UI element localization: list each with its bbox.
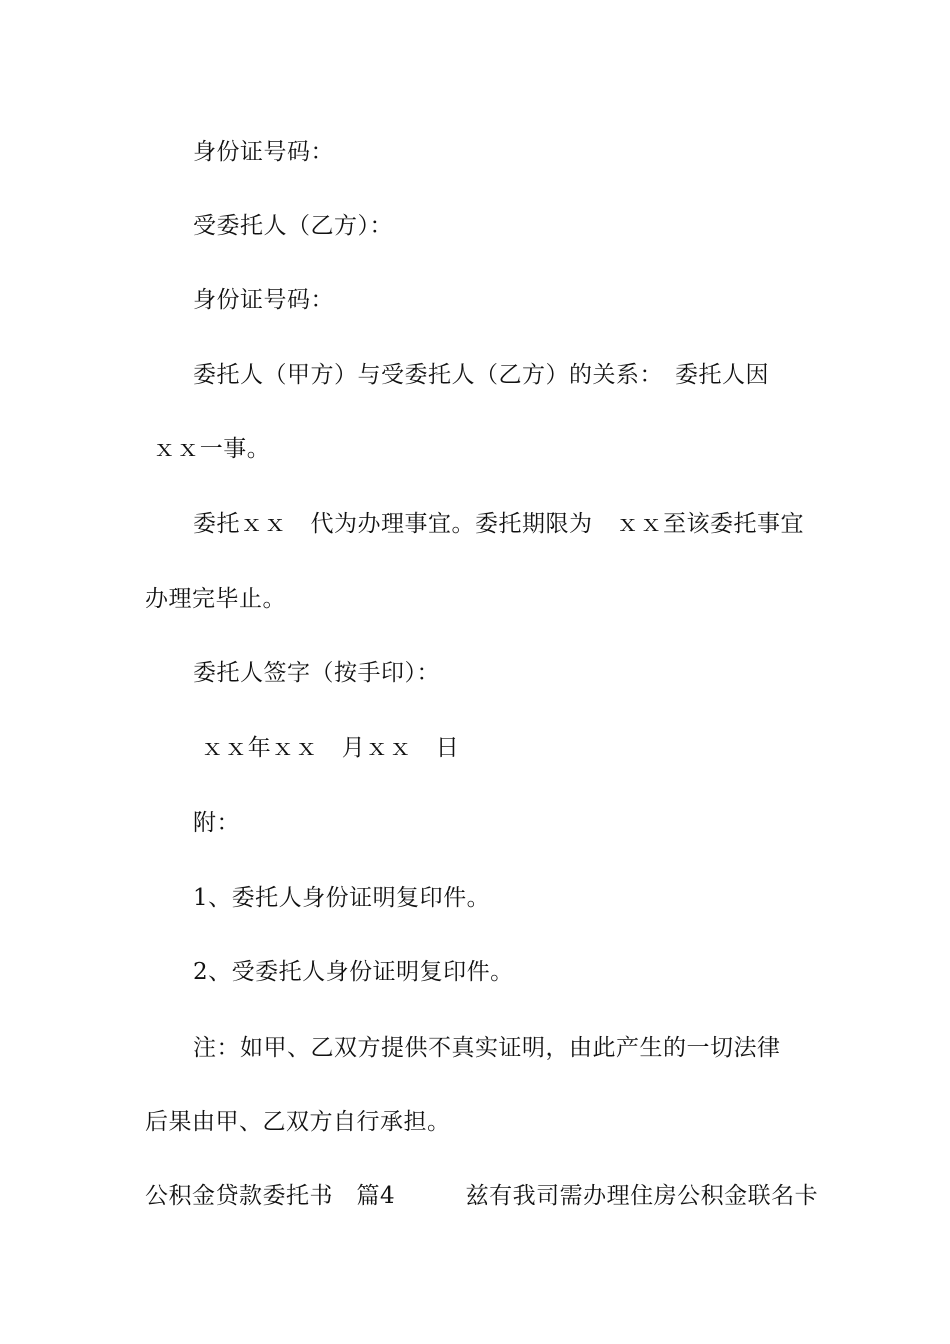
entrust-period-line: 委托ｘｘ 代为办理事宜。委托期限为 ｘｘ至该委托事宜 xyxy=(193,511,804,537)
attachment-heading: 附： xyxy=(193,810,240,836)
attachment-item-2: 2、受委托人身份证明复印件。 xyxy=(193,959,514,985)
note-line-continued: 后果由甲、乙双方自行承担。 xyxy=(145,1109,451,1135)
section-heading-4: 公积金贷款委托书 篇4 兹有我司需办理住房公积金联名卡 xyxy=(145,1183,819,1209)
matter-line: ｘｘ一事。 xyxy=(145,436,271,462)
date-line: ｘｘ年ｘｘ 月ｘｘ 日 xyxy=(193,735,460,761)
id-number-label-2: 身份证号码： xyxy=(193,287,334,313)
entrust-period-continued: 办理完毕止。 xyxy=(145,586,286,612)
note-line: 注：如甲、乙双方提供不真实证明，由此产生的一切法律 xyxy=(193,1035,781,1061)
relationship-line: 委托人（甲方）与受委托人（乙方）的关系： 委托人因 xyxy=(193,362,769,388)
id-number-label-1: 身份证号码： xyxy=(193,139,334,165)
attachment-item-1: 1、委托人身份证明复印件。 xyxy=(193,885,491,911)
trustee-label: 受委托人（乙方）： xyxy=(193,213,393,239)
signature-label: 委托人签字（按手印）： xyxy=(193,660,440,686)
